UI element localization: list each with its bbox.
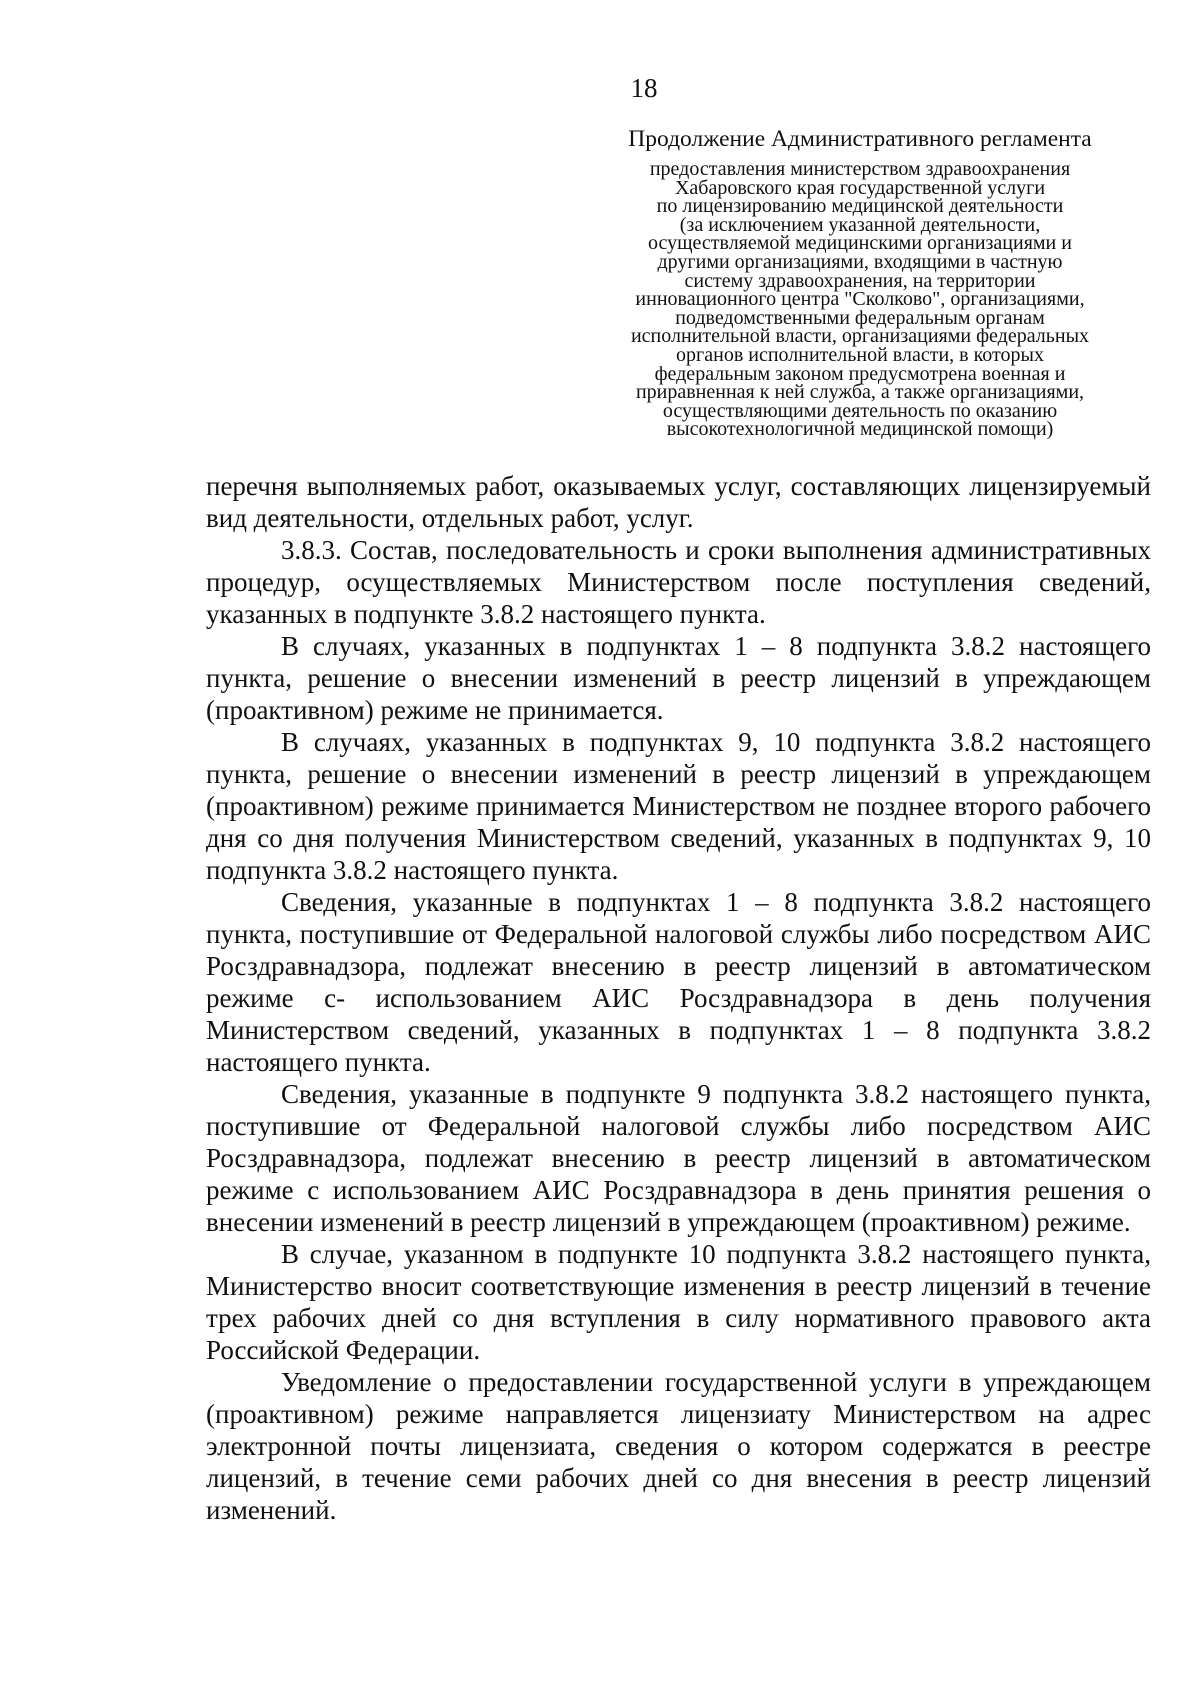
paragraph: Сведения, указанные в подпункте 9 подпункта 3.8.2 настоящего пункта, поступившие от Федеральной налоговой службы либо посредством АИС Росздравнадзора, подлежат внесению в реестр лицензий в автоматическом режиме с использованием АИС Росздравнадзора в день принятия решения о внесении изменений в реестр лицензий в упреждающем (проактивном) режиме. [206, 1079, 1151, 1237]
paragraph: В случаях, указанных в подпунктах 1 – 8 подпункта 3.8.2 настоящего пункта, решение о внесении изменений в реестр лицензий в упреждающем (проактивном) режиме не принимается. [206, 631, 1151, 725]
document-body [206, 470, 1151, 1526]
header-line: (за исключением указанной деятельности, [679, 213, 1041, 236]
header-line: Хабаровского края государственной услуги [674, 176, 1046, 199]
header-line: предоставления министерством здравоохранения [649, 158, 1071, 180]
header-line: систему здравоохранения, на территории [684, 269, 1036, 292]
paragraph: Сведения, указанные в подпунктах 1 – 8 подпункта 3.8.2 настоящего пункта, поступившие от Федеральной налоговой службы либо посредством АИС Росздравнадзора, подлежат внесению в реестр лицензий в автоматическом режиме с- использованием АИС Росздравнадзора в день получения Министерством сведений, указанных в подпунктах 1 – 8 подпункта 3.8.2 настоящего пункта. [206, 887, 1151, 1077]
header-line: высокотехнологичной медицинской помощи) [666, 418, 1054, 441]
paragraph: В случаях, указанных в подпунктах 9, 10 подпункта 3.8.2 настоящего пункта, решение о внесении изменений в реестр лицензий в упреждающем (проактивном) режиме принимается Министерством не позднее второго рабочего дня со дня получения Министерством сведений, указанных в подпунктах 9, 10 подпункта 3.8.2 настоящего пункта. [206, 727, 1151, 885]
header-line: осуществляющими деятельность по оказанию [662, 399, 1058, 422]
header-title: Продолжение Административного регламента [628, 126, 1092, 152]
header-line: по лицензированию медицинской деятельности [656, 195, 1064, 218]
header-line: исполнительной власти, организациями федеральных [630, 325, 1090, 348]
paragraph: Уведомление о предоставлении государственной услуги в упреждающем (проактивном) режиме направляется лицензиату Министерством на адрес электронной почты лицензиата, сведения о котором содержатся в реестре лицензий, в течение семи рабочих дней со дня внесения в реестр лицензий изменений. [206, 1367, 1151, 1525]
paragraph: перечня выполняемых работ, оказываемых услуг, составляющих лицензируемый вид деятельности, отдельных работ, услуг. [206, 471, 1151, 533]
paragraph: 3.8.3. Состав, последовательность и сроки выполнения административных процедур, осуществляемых Министерством после поступления сведений, указанных в подпункте 3.8.2 настоящего пункта. [206, 535, 1151, 629]
page-number: 18 [630, 73, 658, 103]
regulation-header [590, 124, 1130, 439]
paragraph: В случае, указанном в подпункте 10 подпункта 3.8.2 настоящего пункта, Министерство вносит соответствующие изменения в реестр лицензий в течение трех рабочих дней со дня вступления в силу нормативного правового акта Российской Федерации. [206, 1239, 1151, 1365]
header-line: осуществляемой медицинскими организациями и [648, 232, 1072, 255]
header-line: подведомственными федеральным органам [675, 306, 1045, 329]
header-line: федеральным законом предусмотрена военная и [654, 362, 1066, 385]
header-line: другими организациями, входящими в частную [657, 250, 1063, 273]
header-line: органов исполнительной власти, в которых [676, 343, 1044, 366]
header-line: приравненная к ней служба, а также организациями, [635, 381, 1085, 404]
header-line: инновационного центра "Сколково", организациями, [635, 288, 1085, 311]
